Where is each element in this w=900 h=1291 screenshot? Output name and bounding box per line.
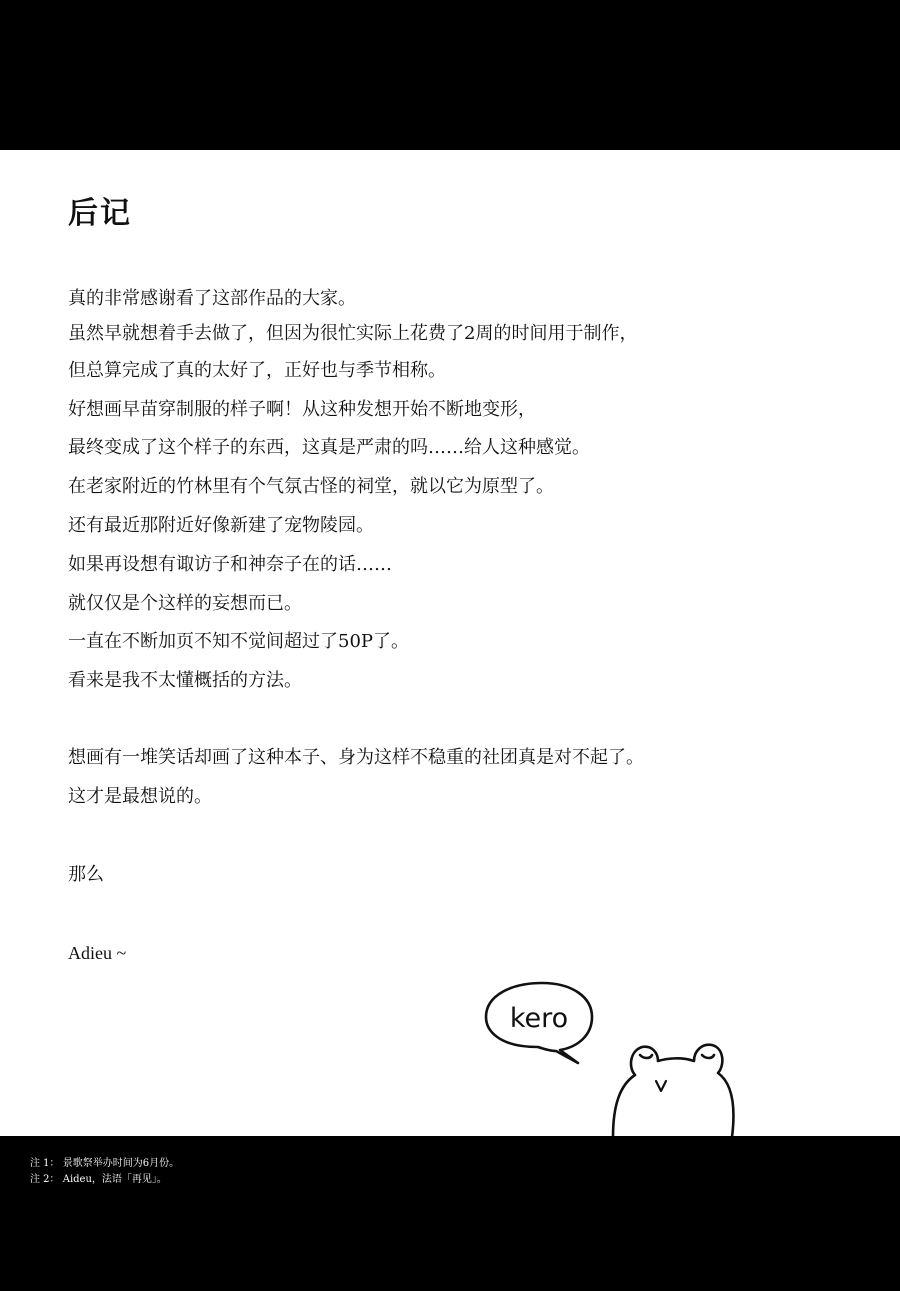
speech-bubble [486,983,592,1063]
body-line: 看来是我不太懂概括的方法。 [68,670,302,691]
frog-doodle [480,975,740,1140]
body-line: 真的非常感谢看了这部作品的大家。 [68,288,356,309]
signoff: Adieu ~ [68,943,127,963]
page-title: 后记 [68,196,132,231]
body-line: 一直在不断加页不知不觉间超过了50P了。 [68,631,410,652]
frog-icon [613,1045,733,1137]
body-line: 还有最近那附近好像新建了宠物陵园。 [68,515,374,536]
body-line: 虽然早就想着手去做了，但因为很忙实际上花费了2周的时间用于制作， [68,323,638,344]
top-black-band [0,0,900,150]
body-line: 如果再设想有诹访子和神奈子在的话…… [68,554,392,575]
body-line: 但总算完成了真的太好了，正好也与季节相称。 [68,360,446,381]
body-line: 这才是最想说的。 [68,786,212,807]
footnote: 注 2： Aideu，法语「再见」。 [30,1174,167,1185]
bubble-text: kero [509,1003,569,1034]
body-line: 就仅仅是个这样的妄想而已。 [68,593,302,614]
body-line: 在老家附近的竹林里有个气氛古怪的祠堂，就以它为原型了。 [68,476,554,497]
body-line: 好想画早苗穿制服的样子啊！从这种发想开始不断地变形， [68,399,536,420]
footnote: 注 1： 景歌祭举办时间为6月份。 [30,1158,180,1169]
closing-line: 那么 [68,864,104,885]
body-line: 想画有一堆笑话却画了这种本子、身为这样不稳重的社团真是对不起了。 [68,747,644,768]
body-line: 最终变成了这个样子的东西，这真是严肃的吗……给人这种感觉。 [68,437,590,458]
